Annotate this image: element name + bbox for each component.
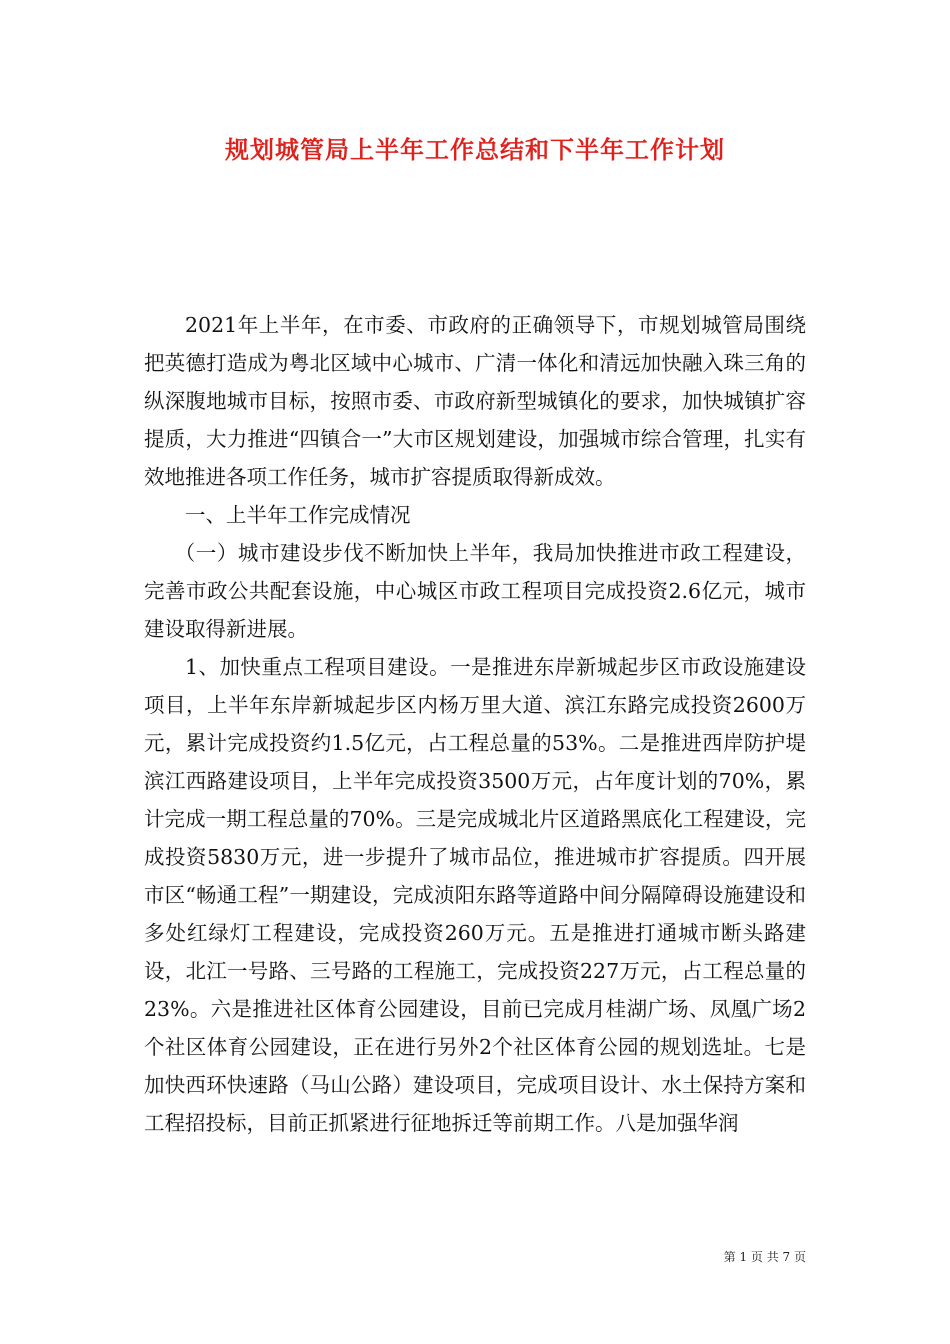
document-body [144,306,806,1142]
paragraph-intro: 2021年上半年，在市委、市政府的正确领导下，市规划城管局围绕把英德打造成为粤北区域中心城市、广清一体化和清远加快融入珠三角的纵深腹地城市目标，按照市委、市政府新型城镇化的要求，加快城镇扩容提质，大力推进“四镇合一”大市区规划建设，加强城市综合管理，扎实有效地推进各项工作任务，城市扩容提质取得新成效。 [144,313,806,489]
subsection-paragraph: （一）城市建设步伐不断加快上半年，我局加快推进市政工程建设，完善市政公共配套设施，中心城区市政工程项目完成投资2.6亿元，城市建设取得新进展。 [144,541,806,641]
page-number-footer: 第 1 页 共 7 页 [723,1250,806,1264]
document-title: 规划城管局上半年工作总结和下半年工作计划 [225,135,725,164]
section-heading: 一、上半年工作完成情况 [185,503,411,527]
paragraph-key-projects: 1、加快重点工程项目建设。一是推进东岸新城起步区市政设施建设项目，上半年东岸新城起步区内杨万里大道、滨江东路完成投资2600万元，累计完成投资约1.5亿元，占工程总量的53%。二是推进西岸防护堤滨江西路建设项目，上半年完成投资3500万元，占年度计划的70%，累计完成一期工程总量的70%。三是完成城北片区道路黑底化工程建设，完成投资5830万元，进一步提升了城市品位，推进城市扩容提质。四开展市区“畅通工程”一期建设，完成浈阳东路等道路中间分隔障碍设施建设和多处红绿灯工程建设，完成投资260万元。五是推进打通城市断头路建设，北江一号路、三号路的工程施工，完成投资227万元，占工程总量的23%。六是推进社区体育公园建设，目前已完成月桂湖广场、凤凰广场2个社区体育公园建设，正在进行另外2个社区体育公园的规划选址。七是加快西环快速路（马山公路）建设项目，完成项目设计、水土保持方案和工程招投标，目前正抓紧进行征地拆迁等前期工作。八是加强华润 [144,655,806,1135]
